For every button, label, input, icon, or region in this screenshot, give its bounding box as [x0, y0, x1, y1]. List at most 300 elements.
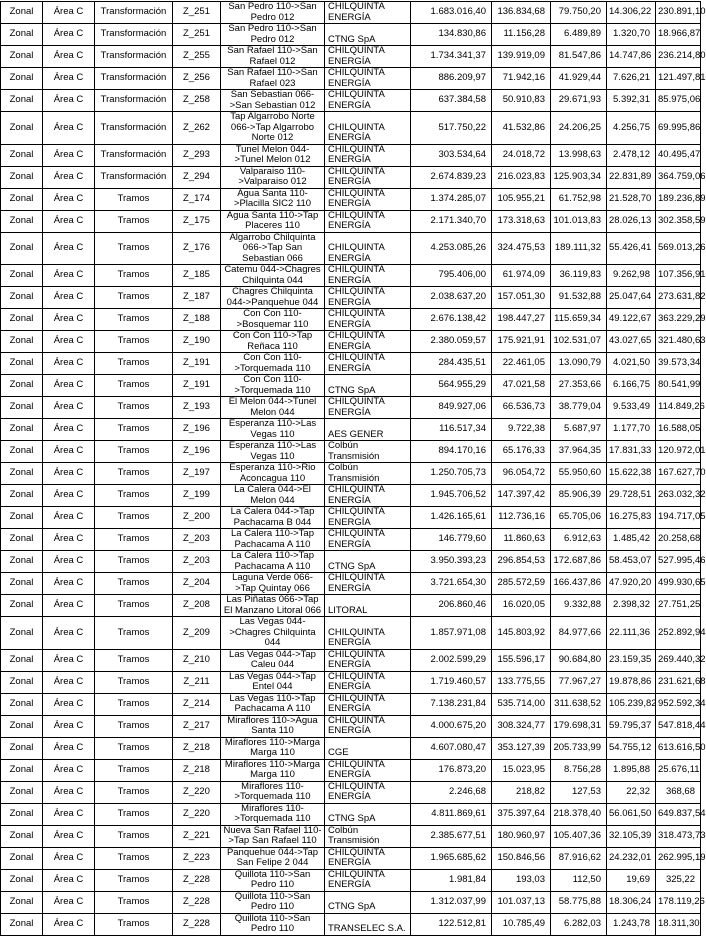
cell-codigo: Z_228: [173, 869, 221, 891]
table-row: [1, 463, 701, 485]
table-row: [1, 485, 701, 507]
table-row: [1, 551, 701, 573]
cell-val-5: 114.849,26: [656, 397, 701, 419]
cell-val-5: 178.119,26: [656, 891, 701, 913]
cell-tramo: Miraflores 110->Torquemada 110: [221, 803, 325, 825]
cell-empresa: CTNG SpA: [325, 891, 411, 913]
cell-val-1: 1.734.341,37: [411, 46, 492, 68]
cell-area: Área C: [43, 2, 95, 24]
cell-val-2: 24.018,72: [492, 144, 551, 166]
cell-tramo: Panquehue 044->Tap San Felipe 2 044: [221, 847, 325, 869]
cell-area: Área C: [43, 617, 95, 650]
cell-tramo: Chagres Chilquinta 044->Panquehue 044: [221, 287, 325, 309]
cell-tramo: Las Vegas 044->Tap Entel 044: [221, 671, 325, 693]
cell-tipo: Tramos: [95, 693, 173, 715]
cell-val-3: 37.964,35: [551, 441, 607, 463]
cell-val-3: 13.998,63: [551, 144, 607, 166]
cell-codigo: Z_203: [173, 529, 221, 551]
cell-empresa: CHILQUINTA ENERGÍA: [325, 68, 411, 90]
cell-tramo: Las Vegas 110->Tap Pachacama A 110: [221, 693, 325, 715]
table-row: [1, 144, 701, 166]
cell-val-4: 2.398,32: [607, 595, 656, 617]
cell-tramo: San Sebastian 066->San Sebastian 012: [221, 90, 325, 112]
table-row: [1, 715, 701, 737]
cell-tipo: Tramos: [95, 551, 173, 573]
cell-empresa: CHILQUINTA ENERGÍA: [325, 529, 411, 551]
cell-tipo: Tramos: [95, 353, 173, 375]
cell-tipo: Transformación: [95, 144, 173, 166]
cell-val-3: 8.756,28: [551, 759, 607, 781]
cell-segmento: Zonal: [1, 759, 43, 781]
cell-val-4: 22,32: [607, 781, 656, 803]
cell-val-1: 116.517,34: [411, 419, 492, 441]
table-row: [1, 847, 701, 869]
cell-codigo: Z_262: [173, 112, 221, 145]
cell-val-5: 273.631,82: [656, 287, 701, 309]
cell-segmento: Zonal: [1, 529, 43, 551]
cell-tipo: Tramos: [95, 210, 173, 232]
table-row: [1, 781, 701, 803]
table-row: [1, 737, 701, 759]
cell-empresa: CHILQUINTA ENERGÍA: [325, 90, 411, 112]
cell-empresa: CGE: [325, 737, 411, 759]
cell-val-1: 1.965.685,62: [411, 847, 492, 869]
cell-val-3: 115.659,34: [551, 309, 607, 331]
cell-val-2: 175.921,91: [492, 331, 551, 353]
table-row: [1, 46, 701, 68]
cell-tipo: Tramos: [95, 825, 173, 847]
cell-val-4: 19,69: [607, 869, 656, 891]
table-row: [1, 353, 701, 375]
cell-area: Área C: [43, 737, 95, 759]
cell-segmento: Zonal: [1, 507, 43, 529]
cell-val-5: 569.013,26: [656, 232, 701, 265]
cell-val-2: 105.955,21: [492, 188, 551, 210]
cell-codigo: Z_223: [173, 847, 221, 869]
cell-val-3: 6.489,89: [551, 24, 607, 46]
cell-segmento: Zonal: [1, 144, 43, 166]
cell-empresa: Colbún Transmisión: [325, 463, 411, 485]
cell-area: Área C: [43, 112, 95, 145]
cell-val-1: 517.750,22: [411, 112, 492, 145]
cell-val-3: 36.119,83: [551, 265, 607, 287]
cell-val-4: 14.747,86: [607, 46, 656, 68]
cell-tramo: Agua Santa 110->Tap Placeres 110: [221, 210, 325, 232]
cell-val-4: 18.306,24: [607, 891, 656, 913]
cell-codigo: Z_203: [173, 551, 221, 573]
cell-val-2: 147.397,42: [492, 485, 551, 507]
cell-empresa: CHILQUINTA ENERGÍA: [325, 847, 411, 869]
cell-empresa: CHILQUINTA ENERGÍA: [325, 869, 411, 891]
cell-val-5: 252.892,94: [656, 617, 701, 650]
cell-val-2: 218,82: [492, 781, 551, 803]
cell-codigo: Z_214: [173, 693, 221, 715]
cell-segmento: Zonal: [1, 287, 43, 309]
cell-val-5: 85.975,06: [656, 90, 701, 112]
cell-codigo: Z_220: [173, 803, 221, 825]
cell-val-5: 121.497,81: [656, 68, 701, 90]
table-row: [1, 419, 701, 441]
cell-val-1: 146.779,60: [411, 529, 492, 551]
cell-val-5: 364.759,06: [656, 166, 701, 188]
cell-area: Área C: [43, 210, 95, 232]
cell-tramo: Algarrobo Chilquinta 066->Tap San Sebastian 066: [221, 232, 325, 265]
cell-val-2: 10.785,49: [492, 913, 551, 935]
cell-area: Área C: [43, 309, 95, 331]
cell-tramo: Quillota 110->San Pedro 110: [221, 891, 325, 913]
cell-val-5: 20.258,68: [656, 529, 701, 551]
table-row: [1, 397, 701, 419]
cell-area: Área C: [43, 353, 95, 375]
cell-val-1: 176.873,20: [411, 759, 492, 781]
cell-val-5: 194.717,05: [656, 507, 701, 529]
cell-val-4: 17.831,33: [607, 441, 656, 463]
cell-tipo: Tramos: [95, 397, 173, 419]
cell-tipo: Tramos: [95, 617, 173, 650]
cell-tramo: Con Con 110->Torquemada 110: [221, 375, 325, 397]
cell-val-4: 47.920,20: [607, 573, 656, 595]
cell-val-1: 2.171.340,70: [411, 210, 492, 232]
cell-val-2: 375.397,64: [492, 803, 551, 825]
cell-segmento: Zonal: [1, 485, 43, 507]
cell-tipo: Transformación: [95, 24, 173, 46]
cell-val-4: 56.061,50: [607, 803, 656, 825]
cell-val-3: 24.206,25: [551, 112, 607, 145]
cell-val-2: 173.318,63: [492, 210, 551, 232]
cell-codigo: Z_196: [173, 419, 221, 441]
cell-val-1: 1.857.971,08: [411, 617, 492, 650]
cell-val-1: 849.927,06: [411, 397, 492, 419]
cell-val-4: 19.878,86: [607, 671, 656, 693]
cell-val-1: 2.002.599,29: [411, 649, 492, 671]
cell-val-2: 9.722,38: [492, 419, 551, 441]
cell-empresa: CHILQUINTA ENERGÍA: [325, 507, 411, 529]
cell-tramo: La Calera 044->Tap Pachacama B 044: [221, 507, 325, 529]
cell-segmento: Zonal: [1, 551, 43, 573]
cell-tipo: Tramos: [95, 529, 173, 551]
cell-empresa: CHILQUINTA ENERGÍA: [325, 144, 411, 166]
cell-val-5: 230.891,10: [656, 2, 701, 24]
cell-val-3: 61.752,98: [551, 188, 607, 210]
cell-codigo: Z_221: [173, 825, 221, 847]
cell-val-2: 139.919,09: [492, 46, 551, 68]
cell-tramo: Valparaiso 110->Valparaiso 012: [221, 166, 325, 188]
cell-val-4: 15.622,38: [607, 463, 656, 485]
cell-val-5: 80.541,99: [656, 375, 701, 397]
cell-tramo: Tap Algarrobo Norte 066->Tap Algarrobo Norte 012: [221, 112, 325, 145]
cell-val-5: 269.440,32: [656, 649, 701, 671]
cell-area: Área C: [43, 485, 95, 507]
cell-val-2: 216.023,83: [492, 166, 551, 188]
cell-val-1: 564.955,29: [411, 375, 492, 397]
cell-segmento: Zonal: [1, 847, 43, 869]
table-row: [1, 90, 701, 112]
cell-val-4: 43.027,65: [607, 331, 656, 353]
table-row: [1, 573, 701, 595]
cell-empresa: CHILQUINTA ENERGÍA: [325, 573, 411, 595]
cell-val-5: 39.573,34: [656, 353, 701, 375]
cell-empresa: CHILQUINTA ENERGÍA: [325, 671, 411, 693]
cell-val-5: 16.588,05: [656, 419, 701, 441]
cell-val-5: 69.995,86: [656, 112, 701, 145]
cell-val-2: 61.974,09: [492, 265, 551, 287]
cell-tipo: Tramos: [95, 913, 173, 935]
cell-val-4: 7.626,21: [607, 68, 656, 90]
cell-val-5: 263.032,32: [656, 485, 701, 507]
cell-val-1: 2.674.839,23: [411, 166, 492, 188]
table-row: [1, 891, 701, 913]
cell-segmento: Zonal: [1, 188, 43, 210]
tariff-table: [0, 1, 706, 936]
cell-val-1: 1.683.016,40: [411, 2, 492, 24]
cell-empresa: CHILQUINTA ENERGÍA: [325, 353, 411, 375]
cell-val-2: 296.854,53: [492, 551, 551, 573]
cell-empresa: CTNG SpA: [325, 375, 411, 397]
cell-val-1: 2.246,68: [411, 781, 492, 803]
cell-val-4: 105.239,82: [607, 693, 656, 715]
table-row: [1, 671, 701, 693]
cell-val-1: 795.406,00: [411, 265, 492, 287]
cell-val-1: 894.170,16: [411, 441, 492, 463]
cell-val-3: 90.684,80: [551, 649, 607, 671]
table-row: [1, 803, 701, 825]
cell-val-2: 50.910,83: [492, 90, 551, 112]
table-row: [1, 869, 701, 891]
cell-area: Área C: [43, 715, 95, 737]
cell-val-4: 58.453,07: [607, 551, 656, 573]
cell-val-1: 1.374.285,07: [411, 188, 492, 210]
cell-val-4: 23.159,35: [607, 649, 656, 671]
cell-val-5: 189.236,89: [656, 188, 701, 210]
cell-empresa: CTNG SpA: [325, 24, 411, 46]
cell-codigo: Z_193: [173, 397, 221, 419]
cell-tramo: San Pedro 110->San Pedro 012: [221, 2, 325, 24]
cell-area: Área C: [43, 232, 95, 265]
table-row: [1, 693, 701, 715]
cell-empresa: CHILQUINTA ENERGÍA: [325, 166, 411, 188]
cell-area: Área C: [43, 331, 95, 353]
cell-val-3: 85.906,39: [551, 485, 607, 507]
cell-val-5: 499.930,65: [656, 573, 701, 595]
cell-tramo: Miraflores 110->Torquemada 110: [221, 781, 325, 803]
cell-val-3: 179.698,31: [551, 715, 607, 737]
cell-codigo: Z_185: [173, 265, 221, 287]
cell-val-4: 1.895,88: [607, 759, 656, 781]
cell-empresa: CHILQUINTA ENERGÍA: [325, 649, 411, 671]
cell-val-5: 363.229,29: [656, 309, 701, 331]
cell-val-3: 125.903,34: [551, 166, 607, 188]
cell-val-1: 4.811.869,61: [411, 803, 492, 825]
cell-segmento: Zonal: [1, 210, 43, 232]
cell-area: Área C: [43, 529, 95, 551]
cell-tramo: La Calera 044->El Melon 044: [221, 485, 325, 507]
cell-val-3: 166.437,86: [551, 573, 607, 595]
table-row: [1, 375, 701, 397]
cell-val-2: 47.021,58: [492, 375, 551, 397]
cell-val-1: 122.512,81: [411, 913, 492, 935]
cell-empresa: AES GENER: [325, 419, 411, 441]
cell-val-3: 311.638,52: [551, 693, 607, 715]
cell-codigo: Z_191: [173, 353, 221, 375]
cell-val-5: 649.837,54: [656, 803, 701, 825]
cell-val-1: 1.945.706,52: [411, 485, 492, 507]
cell-area: Área C: [43, 375, 95, 397]
cell-codigo: Z_255: [173, 46, 221, 68]
cell-val-5: 120.972,01: [656, 441, 701, 463]
table-row: [1, 617, 701, 650]
cell-val-4: 59.795,37: [607, 715, 656, 737]
cell-val-4: 1.177,70: [607, 419, 656, 441]
cell-val-1: 1.981,84: [411, 869, 492, 891]
cell-empresa: CHILQUINTA ENERGÍA: [325, 485, 411, 507]
cell-empresa: CHILQUINTA ENERGÍA: [325, 287, 411, 309]
cell-empresa: CHILQUINTA ENERGÍA: [325, 617, 411, 650]
cell-tramo: Con Con 110->Torquemada 110: [221, 353, 325, 375]
cell-tramo: Laguna Verde 066->Tap Quintay 066: [221, 573, 325, 595]
cell-val-2: 353.127,39: [492, 737, 551, 759]
cell-val-2: 535.714,00: [492, 693, 551, 715]
cell-codigo: Z_191: [173, 375, 221, 397]
cell-segmento: Zonal: [1, 441, 43, 463]
cell-empresa: LITORAL: [325, 595, 411, 617]
cell-tipo: Tramos: [95, 595, 173, 617]
cell-val-3: 81.547,86: [551, 46, 607, 68]
cell-tipo: Tramos: [95, 803, 173, 825]
cell-val-3: 218.378,40: [551, 803, 607, 825]
cell-segmento: Zonal: [1, 737, 43, 759]
cell-tramo: Catemu 044->Chagres Chilquinta 044: [221, 265, 325, 287]
cell-val-5: 167.627,70: [656, 463, 701, 485]
cell-empresa: CHILQUINTA ENERGÍA: [325, 693, 411, 715]
cell-val-3: 58.775,88: [551, 891, 607, 913]
cell-area: Área C: [43, 847, 95, 869]
cell-area: Área C: [43, 759, 95, 781]
cell-val-4: 32.105,39: [607, 825, 656, 847]
cell-empresa: CHILQUINTA ENERGÍA: [325, 715, 411, 737]
cell-segmento: Zonal: [1, 46, 43, 68]
cell-segmento: Zonal: [1, 166, 43, 188]
cell-val-2: 11.860,63: [492, 529, 551, 551]
table-row: [1, 166, 701, 188]
cell-tipo: Tramos: [95, 188, 173, 210]
cell-empresa: CHILQUINTA ENERGÍA: [325, 397, 411, 419]
cell-val-4: 2.478,12: [607, 144, 656, 166]
cell-val-1: 637.384,58: [411, 90, 492, 112]
cell-val-4: 4.021,50: [607, 353, 656, 375]
cell-tipo: Tramos: [95, 649, 173, 671]
cell-codigo: Z_220: [173, 781, 221, 803]
cell-val-5: 40.495,47: [656, 144, 701, 166]
cell-tipo: Tramos: [95, 869, 173, 891]
cell-val-1: 1.426.165,61: [411, 507, 492, 529]
cell-area: Área C: [43, 649, 95, 671]
cell-segmento: Zonal: [1, 463, 43, 485]
cell-tipo: Tramos: [95, 419, 173, 441]
cell-area: Área C: [43, 24, 95, 46]
cell-tramo: Esperanza 110->Rio Aconcagua 110: [221, 463, 325, 485]
cell-area: Área C: [43, 803, 95, 825]
table-row: [1, 913, 701, 935]
cell-area: Área C: [43, 441, 95, 463]
cell-tipo: Transformación: [95, 90, 173, 112]
table-row: [1, 309, 701, 331]
table-body: [1, 1, 706, 936]
cell-val-3: 41.929,44: [551, 68, 607, 90]
table-row: [1, 507, 701, 529]
cell-val-1: 1.312.037,99: [411, 891, 492, 913]
cell-val-2: 101.037,13: [492, 891, 551, 913]
cell-val-5: 325,22: [656, 869, 701, 891]
cell-segmento: Zonal: [1, 913, 43, 935]
cell-area: Área C: [43, 573, 95, 595]
cell-codigo: Z_174: [173, 188, 221, 210]
cell-val-3: 5.687,97: [551, 419, 607, 441]
cell-codigo: Z_218: [173, 759, 221, 781]
cell-area: Área C: [43, 68, 95, 90]
cell-val-4: 6.166,75: [607, 375, 656, 397]
cell-val-4: 1.320,70: [607, 24, 656, 46]
cell-tipo: Tramos: [95, 331, 173, 353]
cell-empresa: CHILQUINTA ENERGÍA: [325, 232, 411, 265]
cell-val-5: 547.818,44: [656, 715, 701, 737]
cell-tramo: Esperanza 110->Las Vegas 110: [221, 419, 325, 441]
cell-codigo: Z_217: [173, 715, 221, 737]
cell-codigo: Z_218: [173, 737, 221, 759]
cell-tramo: Con Con 110->Tap Reñaca 110: [221, 331, 325, 353]
cell-val-4: 22.111,36: [607, 617, 656, 650]
cell-segmento: Zonal: [1, 309, 43, 331]
cell-tramo: Tunel Melon 044->Tunel Melon 012: [221, 144, 325, 166]
cell-empresa: CHILQUINTA ENERGÍA: [325, 759, 411, 781]
cell-segmento: Zonal: [1, 715, 43, 737]
cell-segmento: Zonal: [1, 617, 43, 650]
cell-val-3: 189.111,32: [551, 232, 607, 265]
cell-segmento: Zonal: [1, 90, 43, 112]
cell-val-2: 193,03: [492, 869, 551, 891]
cell-codigo: Z_228: [173, 891, 221, 913]
cell-empresa: Colbún Transmisión: [325, 441, 411, 463]
cell-tramo: San Pedro 110->San Pedro 012: [221, 24, 325, 46]
cell-segmento: Zonal: [1, 397, 43, 419]
cell-val-2: 157.051,30: [492, 287, 551, 309]
cell-val-2: 16.020,05: [492, 595, 551, 617]
cell-area: Área C: [43, 144, 95, 166]
table-row: [1, 649, 701, 671]
cell-val-2: 96.054,72: [492, 463, 551, 485]
cell-val-1: 4.253.085,26: [411, 232, 492, 265]
cell-segmento: Zonal: [1, 331, 43, 353]
cell-val-3: 205.733,99: [551, 737, 607, 759]
cell-val-1: 2.038.637,20: [411, 287, 492, 309]
cell-tipo: Transformación: [95, 46, 173, 68]
cell-empresa: CHILQUINTA ENERGÍA: [325, 2, 411, 24]
cell-codigo: Z_190: [173, 331, 221, 353]
cell-val-2: 41.532,86: [492, 112, 551, 145]
cell-val-2: 11.156,28: [492, 24, 551, 46]
cell-tramo: Quillota 110->San Pedro 110: [221, 913, 325, 935]
cell-val-1: 2.380.059,57: [411, 331, 492, 353]
cell-tramo: Las Piñatas 066->Tap El Manzano Litoral 066: [221, 595, 325, 617]
cell-segmento: Zonal: [1, 112, 43, 145]
cell-val-4: 28.026,13: [607, 210, 656, 232]
cell-val-5: 262.995,19: [656, 847, 701, 869]
cell-tipo: Tramos: [95, 309, 173, 331]
cell-tramo: San Rafael 110->San Rafael 012: [221, 46, 325, 68]
cell-val-3: 112,50: [551, 869, 607, 891]
cell-segmento: Zonal: [1, 232, 43, 265]
cell-val-4: 55.426,41: [607, 232, 656, 265]
cell-val-2: 155.596,17: [492, 649, 551, 671]
